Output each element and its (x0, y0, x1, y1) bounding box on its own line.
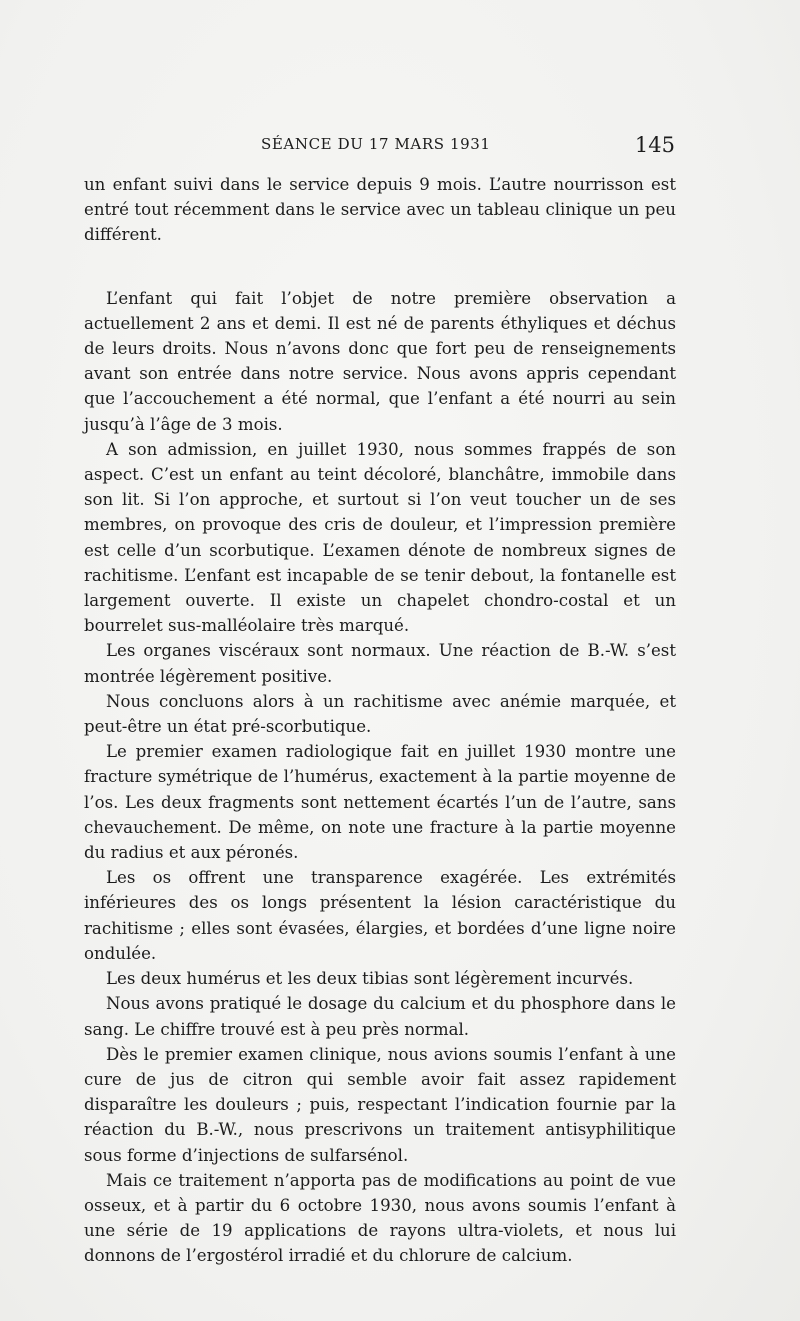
page-number: 145 (634, 133, 675, 157)
body-text (84, 172, 676, 1269)
paragraph-admission: A son admission, en juillet 1930, nous sommes frappés de son aspect. C’est un enfant au teint décoloré, blanchâtre, immobile dans son lit. Si l’on approche, et surtout si l’on veut toucher un de ses membres, on provoque des cris de douleur, et l’impression première est celle d’un scorbutique. L’examen dénote de nombreux signes de rachitisme. L’enfant est incapable de se tenir debout, la fontanelle est largement ouverte. Il existe un chapelet chondro-costal et un bourrelet sus-malléolaire très marqué. (84, 439, 676, 636)
paragraph-treatment: Dès le premier examen clinique, nous avions soumis l’enfant à une cure de jus de citron qui semble avoir fait assez rapidement disparaître les douleurs ; puis, respectant l’indication fournie par la réaction du B.-W., nous prescrivons un traitement antisyphilitique sous forme d’injections de sulfarsénol. (84, 1044, 676, 1165)
paragraph-radiology: Le premier examen radiologique fait en juillet 1930 montre une fracture symétrique de l’humérus, exactement à la partie moyenne de l’os. Les deux fragments sont nettement écartés l’un de l’autre, sans chevauchement. De même, on note une fracture à la partie moyenne du radius et aux péronés. (84, 742, 676, 863)
paragraph-calcium-dosage: Nous avons pratiqué le dosage du calcium et du phosphore dans le sang. Le chiffre trouvé est à peu près normal. (84, 994, 676, 1039)
running-title: SÉANCE DU 17 MARS 1931 (261, 135, 491, 153)
paragraph-ultraviolet: Mais ce traitement n’apporta pas de modifications au point de vue osseux, et à partir du 6 octobre 1930, nous avons soumis l’enfant à une série de 19 applications de rayons ultra-violets, et nous lui donnons de l’ergostérol irradié et du chlorure de calcium. (84, 1170, 676, 1266)
paragraph-conclusion: Nous concluons alors à un rachitisme avec anémie marquée, et peut-être un état pré-scorbutique. (84, 691, 676, 737)
page-header (85, 133, 677, 165)
paragraph-bone-transparency: Les os offrent une transparence exagérée. Les extrémités inférieures des os longs présentent la lésion caractéristique du rachitisme ; elles sont évasées, élargies, et bordées d’une ligne noire ondulée. (84, 868, 676, 963)
paragraph-first-observation: L’enfant qui fait l’objet de notre première observation a actuellement 2 ans et demi. Il est né de parents éthyliques et déchus de leurs droits. Nous n’avons donc que fort peu de renseignements avant son entrée dans notre service. Nous avons appris cependant que l’accouchement a été normal, que l’enfant a été nourri au sein jusqu’à l’âge de 3 mois. (84, 288, 676, 434)
paragraph-continuation: un enfant suivi dans le service depuis 9 mois. L’autre nourrisson est entré tout récemment dans le service avec un tableau clinique un peu différent. (84, 175, 676, 245)
paragraph-visceral-organs: Les organes viscéraux sont normaux. Une réaction de B.-W. s’est montrée légèrement positive. (84, 641, 676, 686)
paragraph-curved-bones: Les deux humérus et les deux tibias sont légèrement incurvés. (106, 969, 634, 989)
